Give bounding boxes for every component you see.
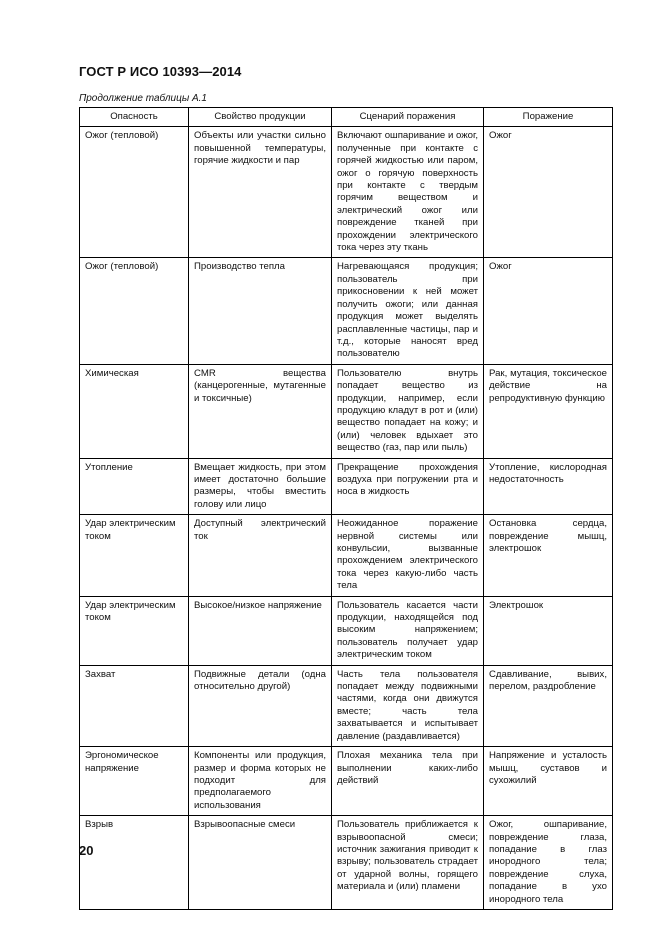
header-injury-scenario: Сценарий поражения — [332, 108, 484, 127]
header-injury: Поражение — [484, 108, 613, 127]
cell-property: Объекты или участки сильно повышенной температуры, горячие жидкости и пар — [189, 127, 332, 258]
cell-hazard: Утопление — [80, 458, 189, 515]
cell-scenario: Неожиданное поражение нервной системы или конвульсии, вызванные прохождением электрического тока через какую-либо часть тела — [332, 515, 484, 596]
cell-injury: Остановка сердца, повреждение мышц, электрошок — [484, 515, 613, 596]
table-row — [80, 747, 613, 816]
cell-injury: Сдавливание, вывих, перелом, раздробление — [484, 665, 613, 746]
cell-property: Высокое/низкое напряжение — [189, 596, 332, 665]
table-row — [80, 665, 613, 746]
cell-hazard: Удар электрическим током — [80, 515, 189, 596]
cell-hazard: Взрыв — [80, 816, 189, 910]
cell-hazard: Ожог (тепловой) — [80, 258, 189, 364]
cell-hazard: Химическая — [80, 364, 189, 458]
cell-property: Доступный электрический ток — [189, 515, 332, 596]
cell-injury: Напряжение и усталость мышц, суставов и сухожилий — [484, 747, 613, 816]
cell-injury: Ожог, ошпаривание, повреждение глаза, попадание в глаз инородного тела; повреждение слуха, попадание в ухо инородного тела — [484, 816, 613, 910]
cell-injury: Электрошок — [484, 596, 613, 665]
cell-injury: Рак, мутация, токсическое действие на репродуктивную функцию — [484, 364, 613, 458]
cell-scenario: Включают ошпаривание и ожог, полученные при контакте с горячей жидкостью или паром, ожог о горячую поверхность при контакте с твердым горячим веществом и электрический ожог или повреждение тканей при прохождении электрического тока через эту ткань — [332, 127, 484, 258]
cell-hazard: Ожог (тепловой) — [80, 127, 189, 258]
table-row — [80, 458, 613, 515]
table-row — [80, 127, 613, 258]
cell-injury: Утопление, кислородная недостаточность — [484, 458, 613, 515]
table-row — [80, 596, 613, 665]
table-row — [80, 258, 613, 364]
cell-property: CMR вещества (канцерогенные, мутагенные и токсичные) — [189, 364, 332, 458]
table-row — [80, 816, 613, 910]
cell-hazard: Захват — [80, 665, 189, 746]
header-product-property: Свойство продукции — [189, 108, 332, 127]
header-hazard: Опасность — [80, 108, 189, 127]
cell-scenario: Часть тела пользователя попадает между подвижными частями, когда они движутся вместе; часть тела захватывается и испытывает давление (раздавливается) — [332, 665, 484, 746]
cell-property: Компоненты или продукция, размер и форма которых не подходит для предполагаемого использования — [189, 747, 332, 816]
table-row — [80, 515, 613, 596]
cell-scenario: Плохая механика тела при выполнении каких-либо действий — [332, 747, 484, 816]
document-title: ГОСТ Р ИСО 10393—2014 — [79, 64, 242, 79]
cell-hazard: Удар электрическим током — [80, 596, 189, 665]
cell-injury: Ожог — [484, 258, 613, 364]
cell-scenario: Пользователь приближается к взрывоопасной смеси; источник зажигания приводит к взрыву; пользователь страдает от ударной волны, горящего материала и (или) пламени — [332, 816, 484, 910]
cell-scenario: Прекращение прохождения воздуха при погружении рта и носа в жидкость — [332, 458, 484, 515]
cell-scenario: Пользователь касается части продукции, находящейся под высоким напряжением; пользователь получает удар электрическим током — [332, 596, 484, 665]
table-row — [80, 364, 613, 458]
cell-scenario: Нагревающаяся продукция; пользователь при прикосновении к ней может получить ожоги; или данная продукция может выделять расплавленные частицы, пар и т.д., которые наносят вред пользователю — [332, 258, 484, 364]
cell-property: Производство тепла — [189, 258, 332, 364]
cell-injury: Ожог — [484, 127, 613, 258]
cell-hazard: Эргономическое напряжение — [80, 747, 189, 816]
hazard-table — [79, 107, 613, 910]
cell-scenario: Пользователю внутрь попадает вещество из продукции, например, если продукцию кладут в рот и (или) вещество попадает на кожу; и (или) человек вдыхает это вещество (газ, пар или пыль) — [332, 364, 484, 458]
table-header-row — [80, 108, 613, 127]
cell-property: Взрывоопасные смеси — [189, 816, 332, 910]
cell-property: Подвижные детали (одна относительно другой) — [189, 665, 332, 746]
page-number: 20 — [79, 843, 94, 858]
table-caption: Продолжение таблицы А.1 — [79, 93, 207, 104]
cell-property: Вмещает жидкость, при этом имеет достаточно большие размеры, чтобы вместить голову или лицо — [189, 458, 332, 515]
